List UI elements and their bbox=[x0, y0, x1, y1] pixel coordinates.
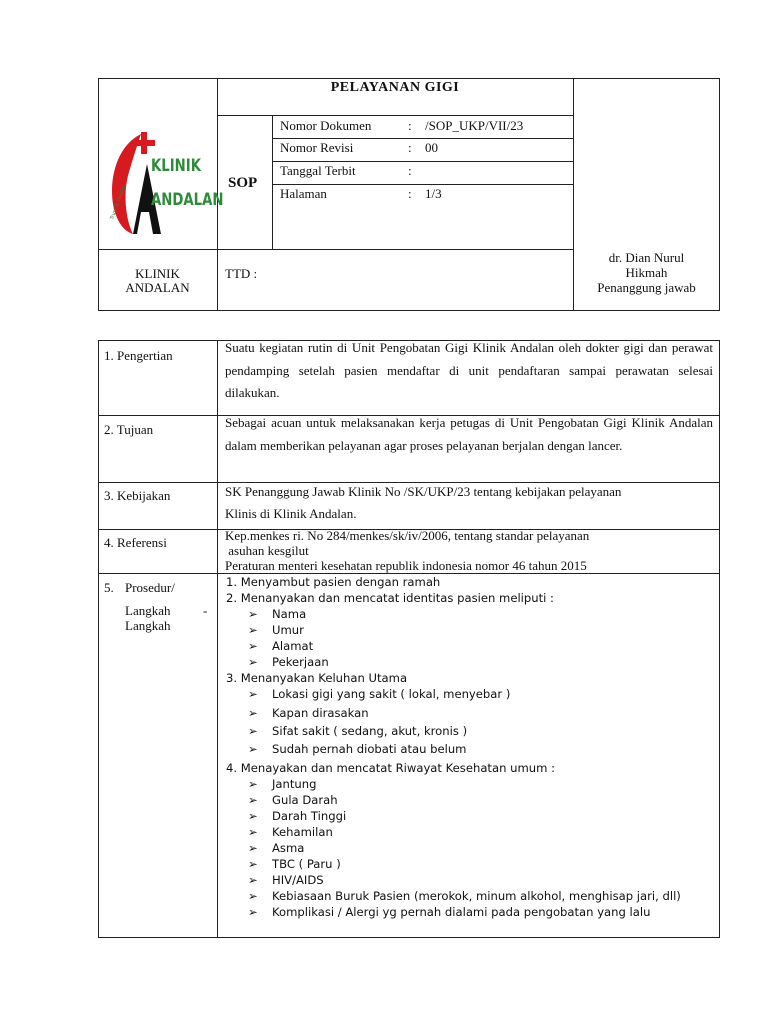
prosedur-step bbox=[226, 670, 407, 686]
prosedur-step-text: 2. Menanyakan dan mencatat identitas pasien meliputi : bbox=[226, 591, 554, 605]
section-text-kebijakan-2: Klinis di Klinik Andalan. bbox=[225, 506, 357, 521]
section-label-tujuan: 2. Tujuan bbox=[104, 422, 154, 437]
prosedur-bullet-text: Alamat bbox=[272, 639, 314, 653]
meta-sep: : bbox=[408, 163, 412, 178]
prosedur-bullet-item bbox=[248, 888, 681, 904]
prosedur-bullet-text: Gula Darah bbox=[272, 793, 338, 807]
signer-line2: Hikmah bbox=[625, 265, 668, 280]
prosedur-bullet-text: Komplikasi / Alergi yg pernah dialami pada pengobatan yang lalu bbox=[272, 905, 651, 919]
prosedur-bullet-text: Lokasi gigi yang sakit ( lokal, menyebar ) bbox=[272, 687, 511, 701]
prosedur-bullet-text: HIV/AIDS bbox=[272, 873, 324, 887]
arrow-bullet-icon: ➢ bbox=[248, 889, 258, 903]
arrow-bullet-icon: ➢ bbox=[248, 655, 258, 669]
arrow-bullet-icon: ➢ bbox=[248, 809, 258, 823]
section-label-prosedur-1: Prosedur/ bbox=[125, 580, 175, 595]
prosedur-bullet-item bbox=[248, 638, 313, 654]
meta-sep: : bbox=[408, 186, 412, 201]
prosedur-bullet-text: Kehamilan bbox=[272, 825, 333, 839]
prosedur-bullet-text: Umur bbox=[272, 623, 304, 637]
prosedur-bullet-text: Sudah pernah diobati atau belum bbox=[272, 742, 467, 756]
prosedur-bullet-item bbox=[248, 840, 304, 856]
prosedur-bullet-item bbox=[248, 776, 316, 792]
signer-line1: dr. Dian Nurul bbox=[608, 250, 685, 265]
section-label-kebijakan: 3. Kebijakan bbox=[104, 488, 171, 503]
section-text-tujuan: Sebagai acuan untuk melaksanakan kerja petugas di Unit Pengobatan Gigi Klinik Andalan dalam memberikan pelayanan agar proses pelayanan berjalan dengan lancer. bbox=[225, 415, 713, 453]
klinik-name-line1: KLINIK bbox=[135, 266, 180, 281]
section-label-pengertian: 1. Pengertian bbox=[104, 348, 173, 363]
klinik-name-line2: ANDALAN bbox=[125, 280, 190, 295]
sop-label: SOP bbox=[228, 175, 258, 191]
prosedur-bullet-text: Kapan dirasakan bbox=[272, 706, 369, 720]
section-label-prosedur-3: Langkah bbox=[125, 618, 171, 633]
prosedur-step bbox=[226, 590, 554, 606]
arrow-bullet-icon: ➢ bbox=[248, 724, 258, 738]
prosedur-bullet-text: Jantung bbox=[272, 777, 317, 791]
meta-value: 1/3 bbox=[425, 186, 442, 201]
prosedur-step-text: 1. Menyambut pasien dengan ramah bbox=[226, 575, 441, 589]
arrow-bullet-icon: ➢ bbox=[248, 687, 258, 701]
logo-text-bottom: ANDALAN bbox=[151, 190, 224, 210]
prosedur-bullet-item bbox=[248, 904, 650, 920]
prosedur-bullet-text: Kebiasaan Buruk Pasien (merokok, minum alkohol, menghisap jari, dll) bbox=[272, 889, 681, 903]
prosedur-bullet-item bbox=[248, 741, 466, 757]
prosedur-bullet-text: Sifat sakit ( sedang, akut, kronis ) bbox=[272, 724, 468, 738]
arrow-bullet-icon: ➢ bbox=[248, 607, 258, 621]
prosedur-step-text: 4. Menayakan dan mencatat Riwayat Kesehatan umum : bbox=[226, 761, 555, 775]
prosedur-bullet-item bbox=[248, 723, 467, 739]
prosedur-bullet-item bbox=[248, 654, 329, 670]
prosedur-bullet-item bbox=[248, 824, 333, 840]
section-label-prosedur-dash: - bbox=[203, 603, 208, 618]
klinik-logo bbox=[103, 126, 224, 238]
prosedur-bullet-item bbox=[248, 686, 510, 702]
meta-value: 00 bbox=[425, 140, 438, 155]
meta-label: Tanggal Terbit bbox=[280, 163, 356, 178]
arrow-bullet-icon: ➢ bbox=[248, 777, 258, 791]
meta-sep: : bbox=[408, 118, 412, 133]
meta-label: Nomor Revisi bbox=[280, 140, 354, 155]
prosedur-bullet-text: Nama bbox=[272, 607, 307, 621]
section-label-referensi: 4. Referensi bbox=[104, 535, 167, 550]
meta-value: /SOP_UKP/VII/23 bbox=[425, 118, 524, 133]
section-text-referensi-3: Peraturan menteri kesehatan republik indonesia nomor 46 tahun 2015 bbox=[225, 558, 587, 573]
section-text-pengertian: Suatu kegiatan rutin di Unit Pengobatan Gigi Klinik Andalan oleh dokter gigi dan perawat pendamping setelah pasien mendaftar di unit pendaftaran sampai perawatan selesai dilakukan. bbox=[225, 340, 713, 400]
svg-text:Trust & Quality: Trust & Quality bbox=[109, 183, 128, 221]
prosedur-bullet-item bbox=[248, 622, 304, 638]
ttd-label: TTD : bbox=[225, 266, 258, 281]
prosedur-bullet-item bbox=[248, 606, 306, 622]
prosedur-bullet-text: Asma bbox=[272, 841, 305, 855]
logo-text-top: KLINIK bbox=[151, 156, 201, 176]
logo-emblem-icon bbox=[103, 126, 215, 238]
arrow-bullet-icon: ➢ bbox=[248, 623, 258, 637]
prosedur-bullet-text: Pekerjaan bbox=[272, 655, 329, 669]
signer-line3: Penanggung jawab bbox=[597, 280, 696, 295]
arrow-bullet-icon: ➢ bbox=[248, 706, 258, 720]
section-label-prosedur-num: 5. bbox=[104, 580, 114, 595]
meta-label: Halaman bbox=[280, 186, 327, 201]
prosedur-step bbox=[226, 574, 440, 590]
prosedur-bullet-text: Darah Tinggi bbox=[272, 809, 347, 823]
arrow-bullet-icon: ➢ bbox=[248, 793, 258, 807]
arrow-bullet-icon: ➢ bbox=[248, 639, 258, 653]
page-title: PELAYANAN GIGI bbox=[330, 80, 460, 95]
prosedur-bullet-item bbox=[248, 705, 369, 721]
section-label-prosedur-2: Langkah bbox=[125, 603, 171, 618]
prosedur-bullet-item bbox=[248, 872, 324, 888]
section-text-referensi-1: Kep.menkes ri. No 284/menkes/sk/iv/2006, tentang standar pelayanan bbox=[225, 528, 590, 543]
arrow-bullet-icon: ➢ bbox=[248, 841, 258, 855]
prosedur-bullet-item bbox=[248, 808, 346, 824]
arrow-bullet-icon: ➢ bbox=[248, 857, 258, 871]
meta-label: Nomor Dokumen bbox=[280, 118, 372, 133]
arrow-bullet-icon: ➢ bbox=[248, 873, 258, 887]
prosedur-bullet-text: TBC ( Paru ) bbox=[272, 857, 341, 871]
prosedur-bullet-item bbox=[248, 792, 338, 808]
meta-sep: : bbox=[408, 140, 412, 155]
section-text-referensi-2: asuhan kesgilut bbox=[225, 543, 309, 558]
prosedur-step bbox=[226, 760, 555, 776]
prosedur-bullet-item bbox=[248, 856, 341, 872]
arrow-bullet-icon: ➢ bbox=[248, 905, 258, 919]
arrow-bullet-icon: ➢ bbox=[248, 825, 258, 839]
arrow-bullet-icon: ➢ bbox=[248, 742, 258, 756]
prosedur-step-text: 3. Menanyakan Keluhan Utama bbox=[226, 671, 408, 685]
section-text-kebijakan-1: SK Penanggung Jawab Klinik No /SK/UKP/23 tentang kebijakan pelayanan bbox=[225, 484, 622, 499]
